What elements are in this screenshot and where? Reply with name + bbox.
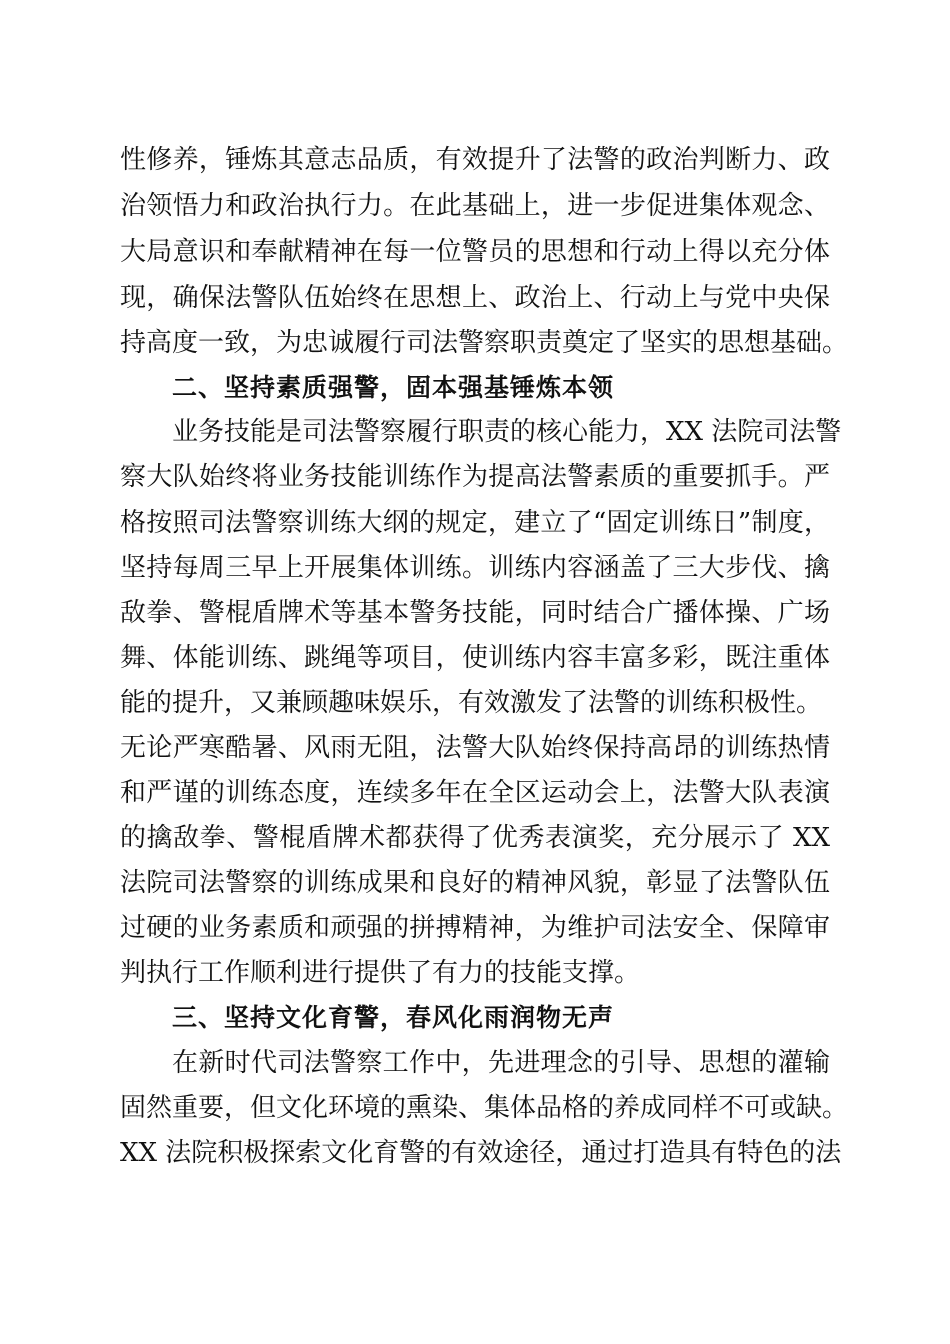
paragraph-line: 舞、体能训练、跳绳等项目，使训练内容丰富多彩，既注重体 <box>120 643 830 673</box>
paragraph-line: 和严谨的训练态度，连续多年在全区运动会上，法警大队表演 <box>120 778 830 808</box>
paragraph-line: 固然重要，但文化环境的熏染、集体品格的养成同样不可或缺。 <box>120 1093 849 1123</box>
paragraph-line: 的擒敌拳、警棍盾牌术都获得了优秀表演奖，充分展示了 XX <box>120 823 830 853</box>
paragraph-line: 大局意识和奉献精神在每一位警员的思想和行动上得以充分体 <box>120 237 830 267</box>
paragraph-line: 持高度一致，为忠诚履行司法警察职责奠定了坚实的思想基础。 <box>120 328 849 358</box>
paragraph-line: 性修养，锤炼其意志品质，有效提升了法警的政治判断力、政 <box>120 145 830 175</box>
paragraph-line: 现，确保法警队伍始终在思想上、政治上、行动上与党中央保 <box>120 283 830 313</box>
paragraph-line: 敌拳、警棍盾牌术等基本警务技能，同时结合广播体操、广场 <box>120 598 830 628</box>
paragraph-line: 法院司法警察的训练成果和良好的精神风貌，彰显了法警队伍 <box>120 868 830 898</box>
paragraph-line: 过硬的业务素质和顽强的拼搏精神，为维护司法安全、保障审 <box>120 913 830 943</box>
paragraph-line: 能的提升，又兼顾趣味娱乐，有效激发了法警的训练积极性。 <box>120 688 823 718</box>
paragraph-line: 判执行工作顺利进行提供了有力的技能支撑。 <box>120 958 641 988</box>
paragraph-line: 察大队始终将业务技能训练作为提高法警素质的重要抓手。严 <box>120 462 830 492</box>
paragraph-line: 业务技能是司法警察履行职责的核心能力，XX 法院司法警 <box>172 417 842 447</box>
paragraph-line: 格按照司法警察训练大纲的规定，建立了“固定训练日”制度， <box>120 508 830 538</box>
paragraph-line: 无论严寒酷暑、风雨无阻，法警大队始终保持高昂的训练热情 <box>120 733 830 763</box>
paragraph-line: 坚持每周三早上开展集体训练。训练内容涵盖了三大步伐、擒 <box>120 553 830 583</box>
section-heading-3: 三、坚持文化育警，春风化雨润物无声 <box>172 1003 615 1032</box>
paragraph-line: 在新时代司法警察工作中，先进理念的引导、思想的灌输 <box>172 1048 830 1078</box>
paragraph-line: XX 法院积极探索文化育警的有效途径，通过打造具有特色的法 <box>120 1138 842 1168</box>
section-heading-2: 二、坚持素质强警，固本强基锤炼本领 <box>172 373 615 402</box>
paragraph-line: 治领悟力和政治执行力。在此基础上，进一步促进集体观念、 <box>120 191 830 221</box>
